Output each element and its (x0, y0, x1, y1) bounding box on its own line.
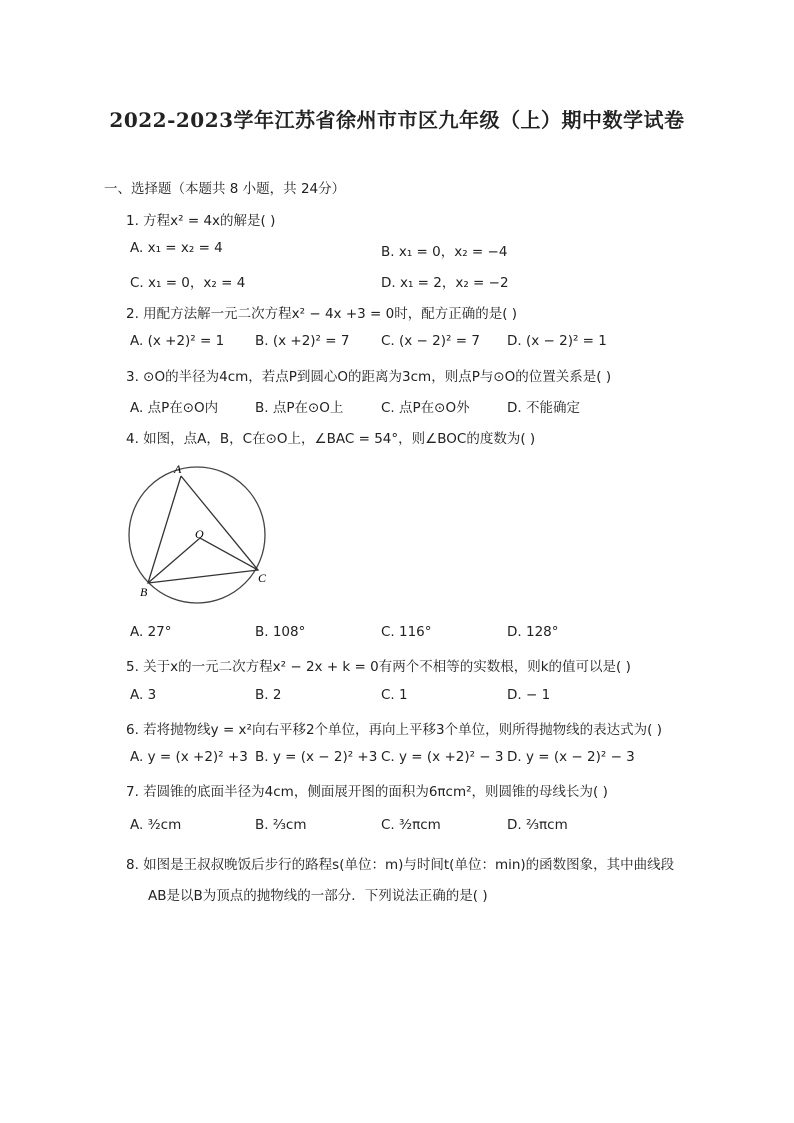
q4-option-d: D. 128° (507, 624, 559, 640)
q1-option-a: A. x₁ = x₂ = 4 (130, 240, 223, 256)
question-6: 6. 若将抛物线y = x²向右平移2个单位，再向上平移3个单位，则所得抛物线的表达式为( ) (126, 722, 662, 738)
question-1: 1. 方程x² = 4x的解是( ) (126, 213, 276, 229)
q1-option-c: C. x₁ = 0，x₂ = 4 (130, 275, 246, 291)
q5-option-a: A. 3 (130, 687, 157, 703)
circle-figure (128, 458, 278, 608)
q2-option-a: A. (x +2)² = 1 (130, 333, 225, 349)
question-3: 3. ⊙O的半径为4cm，若点P到圆心O的距离为3cm，则点P与⊙O的位置关系是( ) (126, 369, 612, 385)
q4-option-a: A. 27° (130, 624, 172, 640)
q1-option-d: D. x₁ = 2，x₂ = −2 (381, 275, 509, 291)
question-4: 4. 如图，点A，B，C在⊙O上，∠BAC = 54°，则∠BOC的度数为( ) (126, 431, 536, 447)
q5-option-b: B. 2 (255, 687, 282, 703)
q7-option-c: C. ³⁄₂πcm (381, 817, 441, 833)
question-2: 2. 用配方法解一元二次方程x² − 4x +3 = 0时，配方正确的是( ) (126, 306, 518, 322)
q6-option-a: A. y = (x +2)² +3 (130, 749, 248, 765)
q3-option-d: D. 不能确定 (507, 400, 580, 416)
q4-option-c: C. 116° (381, 624, 432, 640)
q7-option-d: D. ²⁄₃πcm (507, 817, 568, 833)
question-7: 7. 若圆锥的底面半径为4cm，侧面展开图的面积为6πcm²，则圆锥的母线长为( ) (126, 784, 608, 800)
q6-option-c: C. y = (x +2)² − 3 (381, 749, 504, 765)
q5-option-c: C. 1 (381, 687, 408, 703)
label-a: A (174, 462, 182, 476)
exam-title: 2022-2023学年江苏省徐州市市区九年级（上）期中数学试卷 (109, 108, 685, 132)
q3-option-c: C. 点P在⊙O外 (381, 400, 470, 416)
question-8: 8. 如图是王叔叔晚饭后步行的路程s(单位：m)与时间t(单位：min)的函数图象，其中曲线段 (126, 857, 675, 873)
q7-option-b: B. ²⁄₃cm (255, 817, 307, 833)
q7-option-a: A. ³⁄₂cm (130, 817, 182, 833)
q3-option-a: A. 点P在⊙O内 (130, 400, 219, 416)
label-c: C (258, 571, 267, 585)
question-5: 5. 关于x的一元二次方程x² − 2x + k = 0有两个不相等的实数根，则k的值可以是( ) (126, 659, 631, 675)
label-o: O (195, 527, 204, 541)
q2-option-c: C. (x − 2)² = 7 (381, 333, 480, 349)
question-8-line-2: AB是以B为顶点的抛物线的一部分．下列说法正确的是( ) (148, 888, 488, 904)
q2-option-d: D. (x − 2)² = 1 (507, 333, 607, 349)
q6-option-b: B. y = (x − 2)² +3 (255, 749, 378, 765)
q5-option-d: D. − 1 (507, 687, 551, 703)
q1-option-b: B. x₁ = 0，x₂ = −4 (381, 244, 508, 260)
q2-option-b: B. (x +2)² = 7 (255, 333, 350, 349)
q6-option-d: D. y = (x − 2)² − 3 (507, 749, 635, 765)
q3-option-b: B. 点P在⊙O上 (255, 400, 344, 416)
q4-option-b: B. 108° (255, 624, 306, 640)
section-heading: 一、选择题（本题共 8 小题，共 24分） (104, 181, 346, 197)
label-b: B (140, 585, 148, 599)
